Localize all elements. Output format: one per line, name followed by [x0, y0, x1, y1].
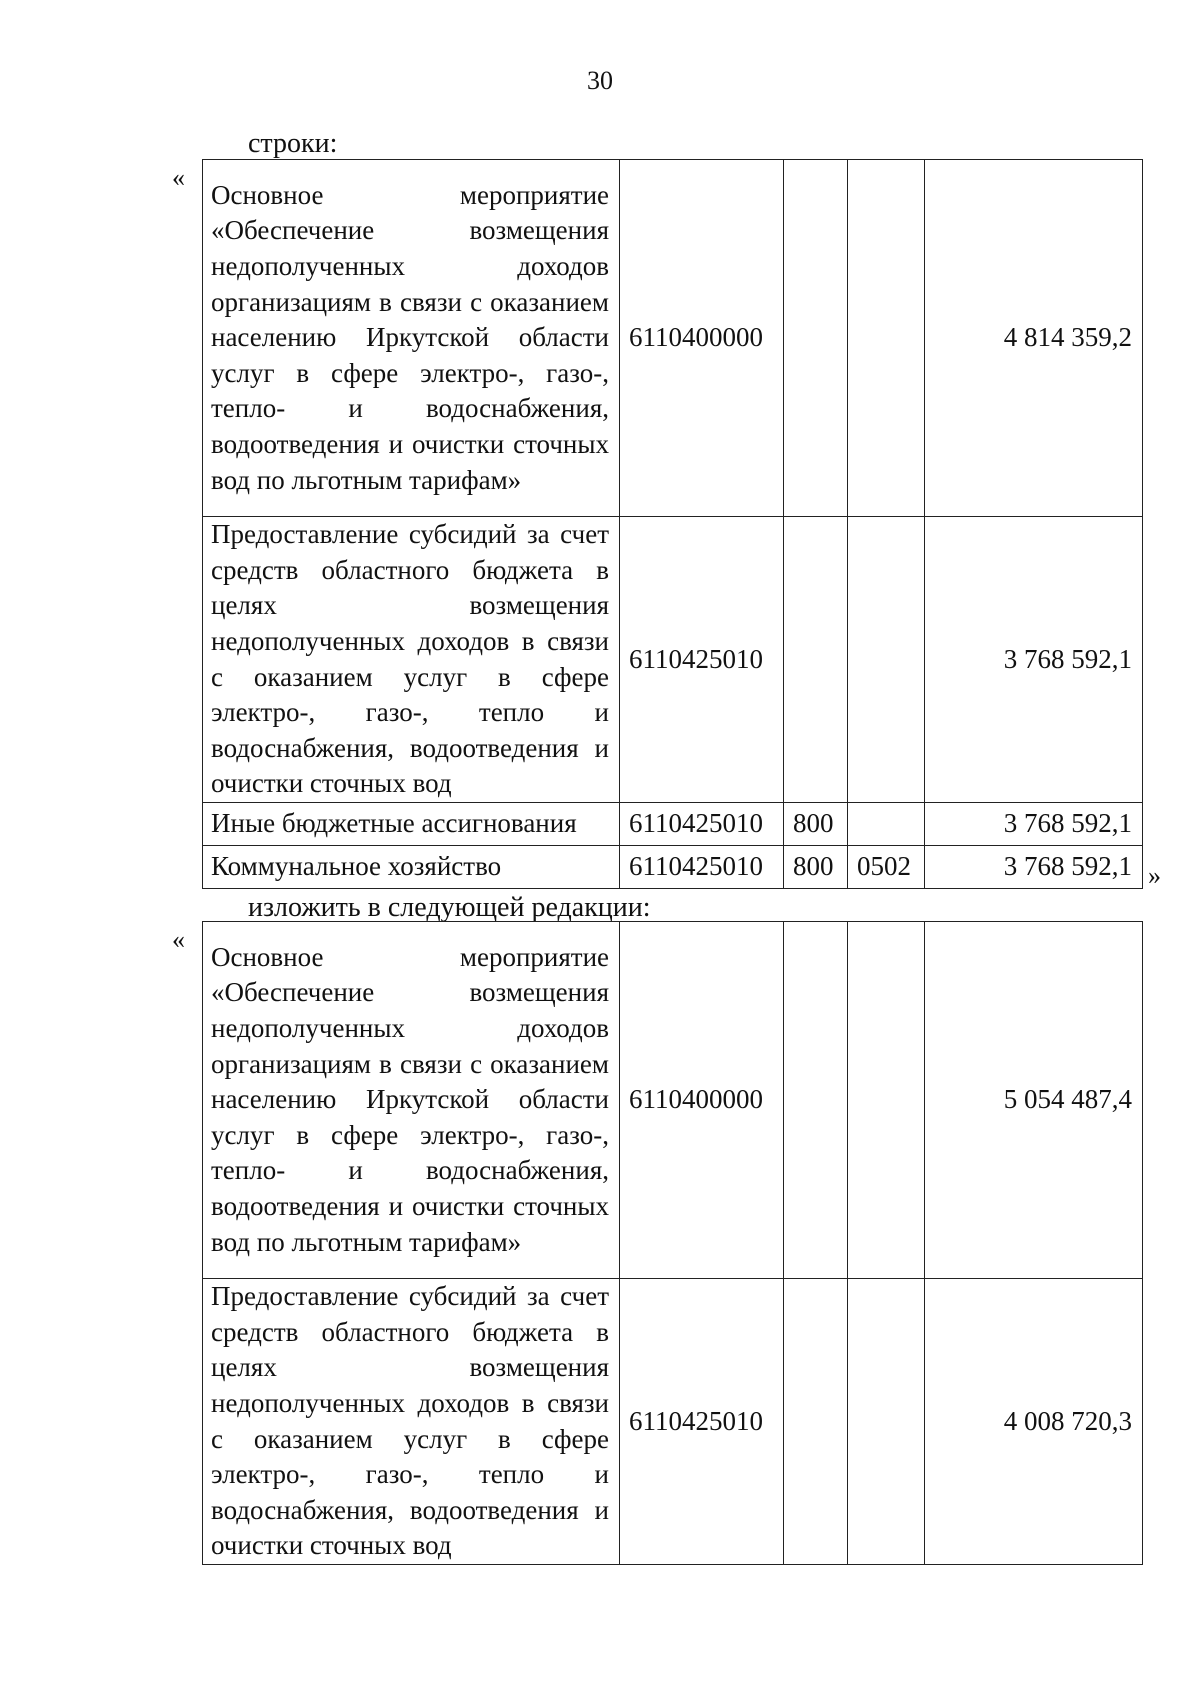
row-name: Предоставление субсидий за счет средств областного бюджета в целях возмещения недополученных доходов в связи с оказанием услуг в сфере электро-, газо-, тепло и водоснабжения, водоотведения и очистки сточных вод [203, 517, 620, 803]
new-rows-table [202, 921, 1143, 1565]
row-code: 6110400000 [620, 922, 784, 1279]
table-row [203, 160, 1143, 517]
row-name: Основное мероприятие «Обеспечение возмещения недополученных доходов организациям в связи с оказанием населению Иркутской области услуг в сфере электро-, газо-, тепло- и водоснабжения, водоотведения и очистки сточных вод по льготным тарифам» [203, 922, 620, 1279]
before-label: строки: [248, 128, 338, 159]
row-rz: 0502 [848, 846, 925, 889]
row-vr [784, 517, 848, 803]
row-sum: 3 768 592,1 [925, 846, 1143, 889]
row-code: 6110425010 [620, 1279, 784, 1565]
table-row [203, 517, 1143, 803]
row-name: Предоставление субсидий за счет средств областного бюджета в целях возмещения недополученных доходов в связи с оказанием услуг в сфере электро-, газо-, тепло и водоснабжения, водоотведения и очистки сточных вод [203, 1279, 620, 1565]
row-sum: 3 768 592,1 [925, 803, 1143, 846]
row-sum: 5 054 487,4 [925, 922, 1143, 1279]
row-rz [848, 922, 925, 1279]
row-sum: 3 768 592,1 [925, 517, 1143, 803]
row-sum: 4 008 720,3 [925, 1279, 1143, 1565]
row-vr: 800 [784, 846, 848, 889]
row-name: Коммунальное хозяйство [203, 846, 620, 889]
after-label: изложить в следующей редакции: [248, 892, 651, 923]
row-sum: 4 814 359,2 [925, 160, 1143, 517]
row-rz [848, 803, 925, 846]
row-vr [784, 922, 848, 1279]
page-number: 30 [587, 66, 613, 95]
row-rz [848, 517, 925, 803]
table-row [203, 922, 1143, 1279]
table-row [203, 803, 1143, 846]
row-name: Иные бюджетные ассигнования [203, 803, 620, 846]
row-code: 6110400000 [620, 160, 784, 517]
row-code: 6110425010 [620, 517, 784, 803]
table-row [203, 1279, 1143, 1565]
row-name: Основное мероприятие «Обеспечение возмещения недополученных доходов организациям в связи с оказанием населению Иркутской области услуг в сфере электро-, газо-, тепло- и водоснабжения, водоотведения и очистки сточных вод по льготным тарифам» [203, 160, 620, 517]
row-vr: 800 [784, 803, 848, 846]
row-code: 6110425010 [620, 803, 784, 846]
row-rz [848, 160, 925, 517]
row-vr [784, 160, 848, 517]
table-row [203, 846, 1143, 889]
row-rz [848, 1279, 925, 1565]
open-quote-before: « [172, 163, 185, 192]
old-rows-table [202, 159, 1143, 889]
row-code: 6110425010 [620, 846, 784, 889]
row-vr [784, 1279, 848, 1565]
close-quote: » [1148, 861, 1161, 890]
open-quote-after: « [172, 925, 185, 954]
